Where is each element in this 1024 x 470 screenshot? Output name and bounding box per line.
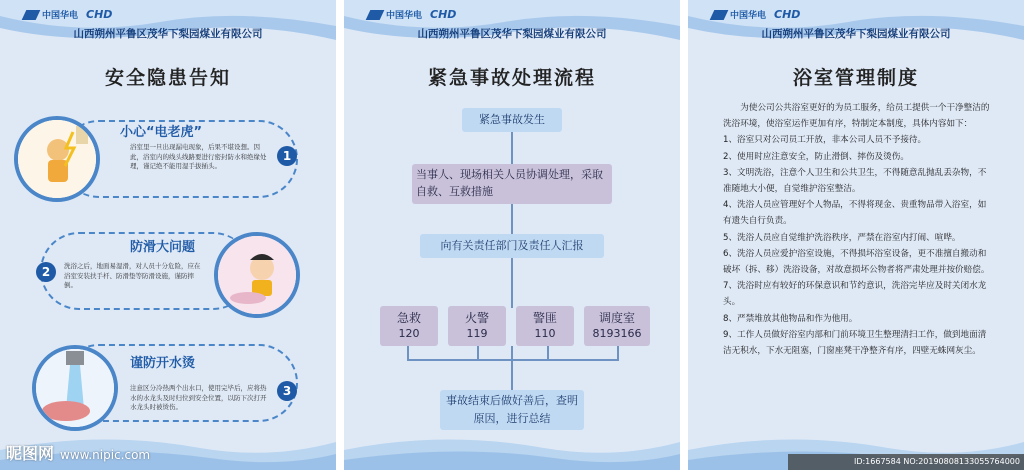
hazard-number-3: 3	[277, 381, 297, 401]
rule-item: 3、文明洗浴，注意个人卫生和公共卫生，不得随意乱抛乱丢杂物，不准随地大小便，自觉维护浴室整洁。	[723, 167, 987, 195]
hazard-text-1: 浴室里一旦出现漏电现象，后果不堪设想。因此，浴室内的线头线路要进行密封防水和绝缘处理，谨记绝不能用湿手拔插头。	[130, 143, 267, 170]
contact-number: 119	[466, 327, 488, 340]
slip-fall-illustration	[214, 232, 300, 318]
page-title: 紧急事故处理流程	[427, 67, 596, 89]
brand-logo: 中国华电 CHD	[368, 8, 456, 21]
contact-name: 调度室	[598, 311, 635, 325]
rule-item: 8、严禁堆放其他物品和作为他用。	[723, 313, 858, 324]
chd-logo-icon	[710, 10, 729, 20]
brand-logo: 中国华电 CHD	[24, 8, 112, 21]
contact-box-fire	[448, 306, 506, 346]
contact-box-ambulance	[380, 306, 438, 346]
company-name: 山西朔州平鲁区茂华下梨园煤业有限公司	[761, 28, 951, 40]
hot-water-illustration	[32, 345, 118, 431]
page-title: 安全隐患告知	[104, 67, 231, 89]
hazard-text-3: 注意区分冷热两个出水口，使用完毕后，应将热水的水龙头及时归位到安全位置，以防下次打开水龙头时被烫伤。	[130, 384, 267, 411]
hazard-title-3: 谨防开水烫	[130, 356, 196, 371]
contact-name: 急救	[396, 311, 421, 325]
contact-number: 8193166	[592, 327, 642, 340]
panel-emergency-flow	[344, 0, 680, 470]
contact-box-police	[516, 306, 574, 346]
hazard-title-1: 小心“电老虎”	[120, 125, 203, 140]
rule-item: 2、使用时应注意安全，防止滑倒、摔伤及烫伤。	[723, 151, 909, 162]
hazard-number-2: 2	[36, 262, 56, 282]
chd-logo-icon	[22, 10, 41, 20]
rule-item: 4、洗浴人员应管理好个人物品，不得将现金、贵重物品带入浴室，如有遗失自行负责。	[723, 200, 987, 227]
rule-item: 6、洗浴人员应爱护浴室设施，不得损坏浴室设备，更不准擅自搬动和破坏（拆、移）洗浴设备，对故意损坏公物者将严肃处理并按价赔偿。	[723, 248, 990, 276]
contact-box-dispatch	[584, 306, 650, 346]
flow-step-self-rescue: 当事人、现场相关人员协调处理，采取自救、互救措施	[412, 164, 612, 204]
rule-item: 5、洗浴人员应自觉维护洗浴秩序，严禁在浴室内打闹、喧哗。	[723, 232, 961, 243]
rules-body	[723, 100, 991, 359]
hazard-title-2: 防滑大问题	[130, 240, 196, 255]
company-name: 山西朔州平鲁区茂华下梨园煤业有限公司	[73, 28, 263, 40]
panel-bathroom-rules	[688, 0, 1024, 470]
hazard-text-2: 洗浴之后，地面易湿滑，对人员十分危险，应在浴室安装扶手杆、防滑垫等防滑设施，谨防摔倒。	[64, 262, 201, 289]
rules-intro: 为使公司公共浴室更好的为员工服务，给员工提供一个干净整洁的洗浴环境，使浴室运作更加有序，特制定本制度，具体内容如下：	[723, 103, 990, 130]
image-id-bar: ID:1667584 NO:20190808133055764000	[788, 454, 1024, 470]
rule-item: 9、工作人员做好浴室内部和门前环境卫生整理清扫工作，做到地面清洁无积水，下水无阻塞，门窗座凳干净整齐有序，四壁无蛛网灰尘。	[723, 329, 987, 357]
site-watermark: 昵图网 www.nipic.com	[6, 444, 151, 463]
flow-step-report: 向有关责任部门及责任人汇报	[420, 234, 604, 258]
footer-wave	[344, 420, 680, 470]
contact-number: 110	[534, 327, 556, 340]
contact-number: 120	[398, 327, 420, 340]
flow-step-summary: 事故结束后做好善后，查明原因，进行总结	[440, 390, 584, 430]
brand-logo: 中国华电 CHD	[712, 8, 800, 21]
rule-item: 7、洗浴时应有较好的环保意识和节约意识，洗浴完毕应及时关闭水龙头。	[723, 281, 987, 308]
hazard-number-1: 1	[277, 146, 297, 166]
page-title: 浴室管理制度	[792, 67, 919, 89]
contact-name: 警匪	[532, 311, 557, 325]
electric-shock-illustration	[14, 116, 100, 202]
rule-item: 1、浴室只对公司员工开放，非本公司人员不予接待。	[723, 135, 927, 146]
company-name: 山西朔州平鲁区茂华下梨园煤业有限公司	[417, 28, 607, 40]
chd-logo-icon	[366, 10, 385, 20]
flow-step-accident: 紧急事故发生	[462, 108, 562, 132]
contact-name: 火警	[464, 311, 489, 325]
panel-safety-hazards	[0, 0, 336, 470]
